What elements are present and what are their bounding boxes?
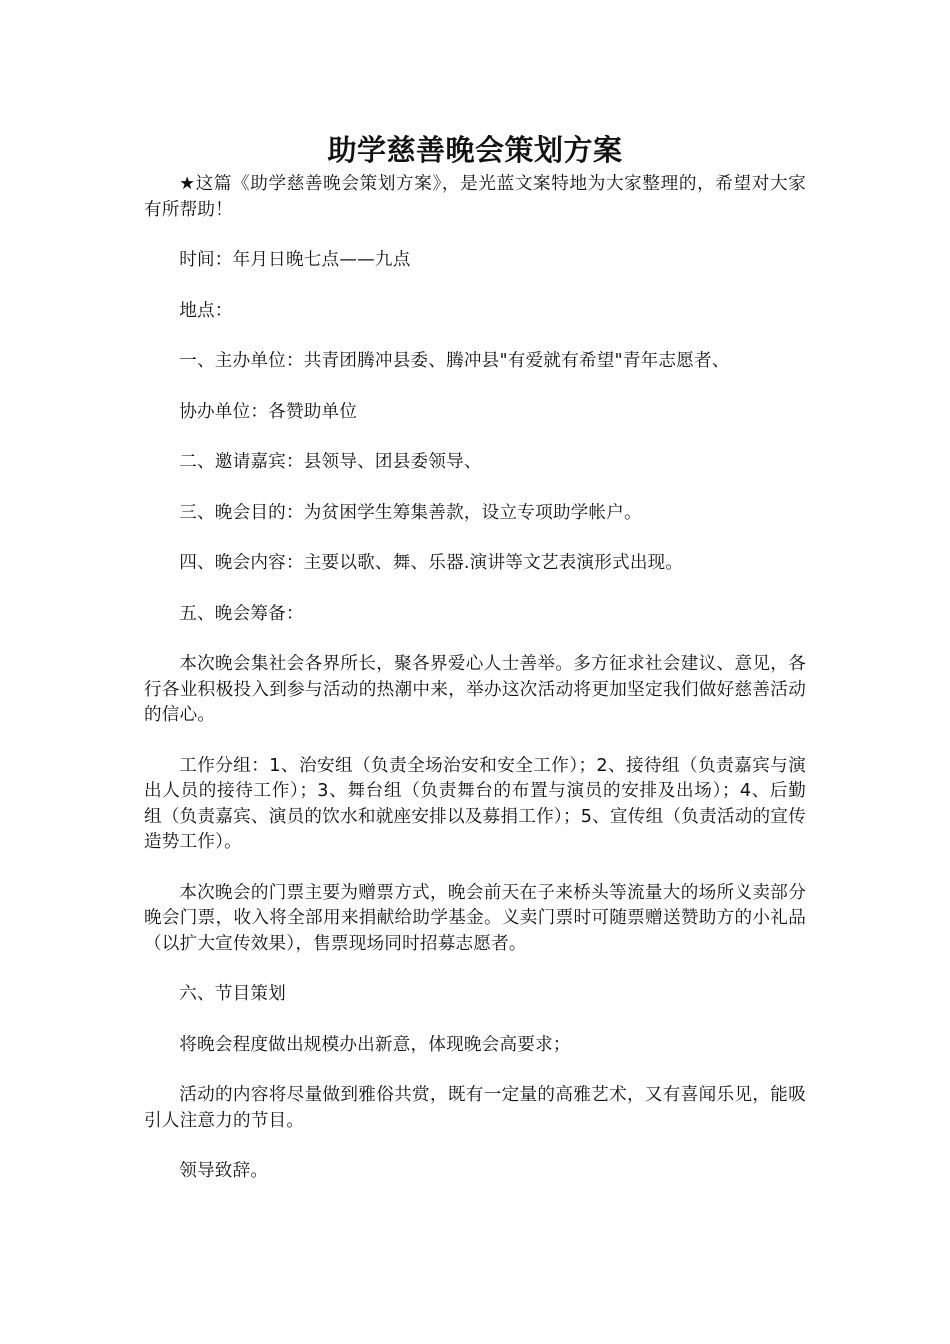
program-heading: 六、节目策划 xyxy=(179,984,286,1004)
preparation-heading: 五、晚会筹备： xyxy=(179,603,304,624)
purpose-paragraph: 三、晚会目的：为贫困学生筹集善款，设立专项助学帐户。 xyxy=(179,502,642,523)
document-title: 助学慈善晚会策划方案 xyxy=(327,133,623,167)
tickets-paragraph: 本次晚会的门票主要为赠票方式，晚会前天在子来桥头等流量大的场所义卖部分晚会门票，收入将全部用来捐献给助学基金。义卖门票时可随票赠送赞助方的小礼品（以扩大宣传效果），售票现场同时招募志愿者。 xyxy=(144,882,806,954)
organizer-paragraph: 一、主办单位：共青团腾冲县委、腾冲县"有爱就有希望"青年志愿者、 xyxy=(179,351,730,371)
location-paragraph: 地点： xyxy=(179,300,233,321)
co-organizer-paragraph: 协办单位：各赞助单位 xyxy=(179,401,358,422)
leader-speech-paragraph: 领导致辞。 xyxy=(179,1161,269,1181)
document-page xyxy=(144,128,806,1210)
intro-paragraph: ★这篇《助学慈善晚会策划方案》，是光蓝文案特地为大家整理的，希望对大家有所帮助！ xyxy=(144,174,806,220)
work-groups-paragraph: 工作分组：1、治安组（负责全场治安和安全工作）；2、接待组（负责嘉宾与演出人员的接待工作）；3、舞台组（负责舞台的布置与演员的安排及出场）；4、后勤组（负责嘉宾、演员的饮水和就座安排以及募捐工作）；5、宣传组（负责活动的宣传造势工作）。 xyxy=(144,755,806,852)
program-goal-paragraph: 将晚会程度做出规模办出新意，体现晚会高要求； xyxy=(179,1034,571,1055)
content-paragraph: 四、晚会内容：主要以歌、舞、乐器.演讲等文艺表演形式出现。 xyxy=(179,553,684,573)
preparation-paragraph: 本次晚会集社会各界所长，聚各界爱心人士善举。多方征求社会建议、意见，各行各业积极投入到参与活动的热潮中来，举办这次活动将更加坚定我们做好慈善活动的信心。 xyxy=(144,654,806,725)
time-paragraph: 时间：年月日晚七点——九点 xyxy=(179,250,411,270)
guests-paragraph: 二、邀请嘉宾：县领导、团县委领导、 xyxy=(179,452,482,472)
program-content-paragraph: 活动的内容将尽量做到雅俗共赏，既有一定量的高雅艺术，又有喜闻乐见，能吸引人注意力的节目。 xyxy=(144,1085,806,1131)
